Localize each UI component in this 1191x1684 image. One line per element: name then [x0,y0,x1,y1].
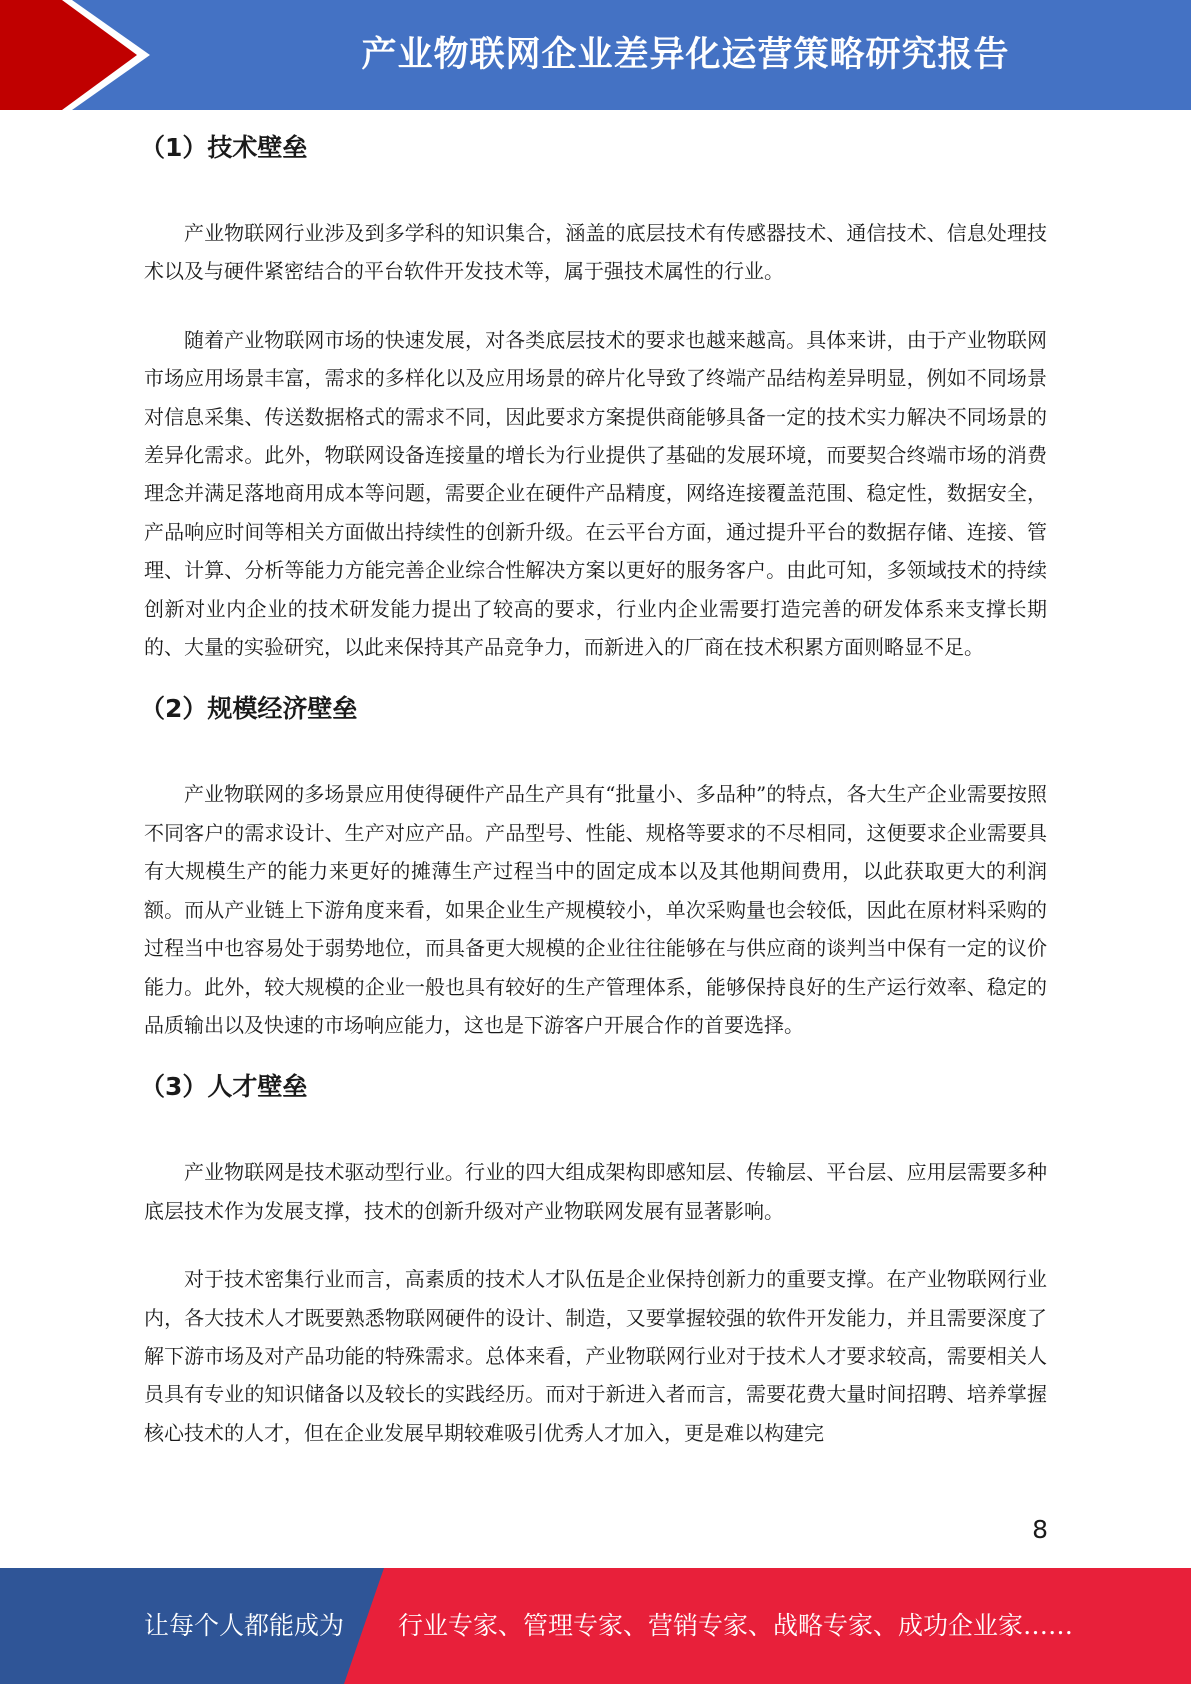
section-title-scale-barrier: （2）规模经济壁垒 [140,694,358,724]
section-title-tech-barrier: （1）技术壁垒 [140,133,308,162]
paragraph: 产业物联网行业涉及到多学科的知识集合，涵盖的底层技术有传感器技术、通信技术、信息处理技术以及与硬件紧密结合的平台软件开发技术等，属于强技术属性的行业。 [144,221,1047,284]
page-number: 8 [1032,1515,1048,1544]
footer-roles: 行业专家、管理专家、营销专家、战略专家、成功企业家…… [398,1611,1074,1640]
header-chevron-icon [0,0,200,110]
paragraph: 产业物联网的多场景应用使得硬件产品生产具有“批量小、多品种”的特点，各大生产企业需要按照不同客户的需求设计、生产对应产品。产品型号、性能、规格等要求的不尽相同，这便要求企业需要具有大规模生产的能力来更好的摊薄生产过程当中的固定成本以及其他期间费用，以此获取更大的利润额。而从产业链上下游角度来看，如果企业生产规模较小，单次采购量也会较低，因此在原材料采购的过程当中也容易处于弱势地位，而具备更大规模的企业往往能够在与供应商的谈判当中保有一定的议价能力。此外，较大规模的企业一般也具有较好的生产管理体系，能够保持良好的生产运行效率、稳定的品质输出以及快速的市场响应能力，这也是下游客户开展合作的首要选择。 [144,782,1047,1037]
paragraph: 产业物联网是技术驱动型行业。行业的四大组成架构即感知层、传输层、平台层、应用层需要多种底层技术作为发展支撑，技术的创新升级对产业物联网发展有显著影响。 [144,1160,1047,1223]
document-body [140,110,1047,1452]
section-title-talent-barrier: （3）人才壁垒 [140,1072,308,1102]
footer-slogan: 让每个人都能成为 [144,1611,345,1640]
page-header [0,0,1191,110]
paragraph: 随着产业物联网市场的快速发展，对各类底层技术的要求也越来越高。具体来讲，由于产业物联网市场应用场景丰富，需求的多样化以及应用场景的碎片化导致了终端产品结构差异明显，例如不同场景对信息采集、传送数据格式的需求不同，因此要求方案提供商能够具备一定的技术实力解决不同场景的差异化需求。此外，物联网设备连接量的增长为行业提供了基础的发展环境，而要契合终端市场的消费理念并满足落地商用成本等问题，需要企业在硬件产品精度，网络连接覆盖范围、稳定性，数据安全，产品响应时间等相关方面做出持续性的创新升级。在云平台方面，通过提升平台的数据存储、连接、管理、计算、分析等能力方能完善企业综合性解决方案以更好的服务客户。由此可知，多领域技术的持续创新对业内企业的技术研发能力提出了较高的要求，行业内企业需要打造完善的研发体系来支撑长期的、大量的实验研究，以此来保持其产品竞争力，而新进入的厂商在技术积累方面则略显不足。 [144,327,1047,660]
paragraph: 对于技术密集行业而言，高素质的技术人才队伍是企业保持创新力的重要支撑。在产业物联网行业内，各大技术人才既要熟悉物联网硬件的设计、制造，又要掌握较强的软件开发能力，并且需要深度了解下游市场及对产品功能的特殊需求。总体来看，产业物联网行业对于技术人才要求较高，需要相关人员具有专业的知识储备以及较长的实践经历。而对于新进入者而言，需要花费大量时间招聘、培养掌握核心技术的人才，但在企业发展早期较难吸引优秀人才加入，更是难以构建完 [144,1267,1047,1445]
page-footer [0,1568,1191,1684]
report-title: 产业物联网企业差异化运营策略研究报告 [361,35,1010,75]
